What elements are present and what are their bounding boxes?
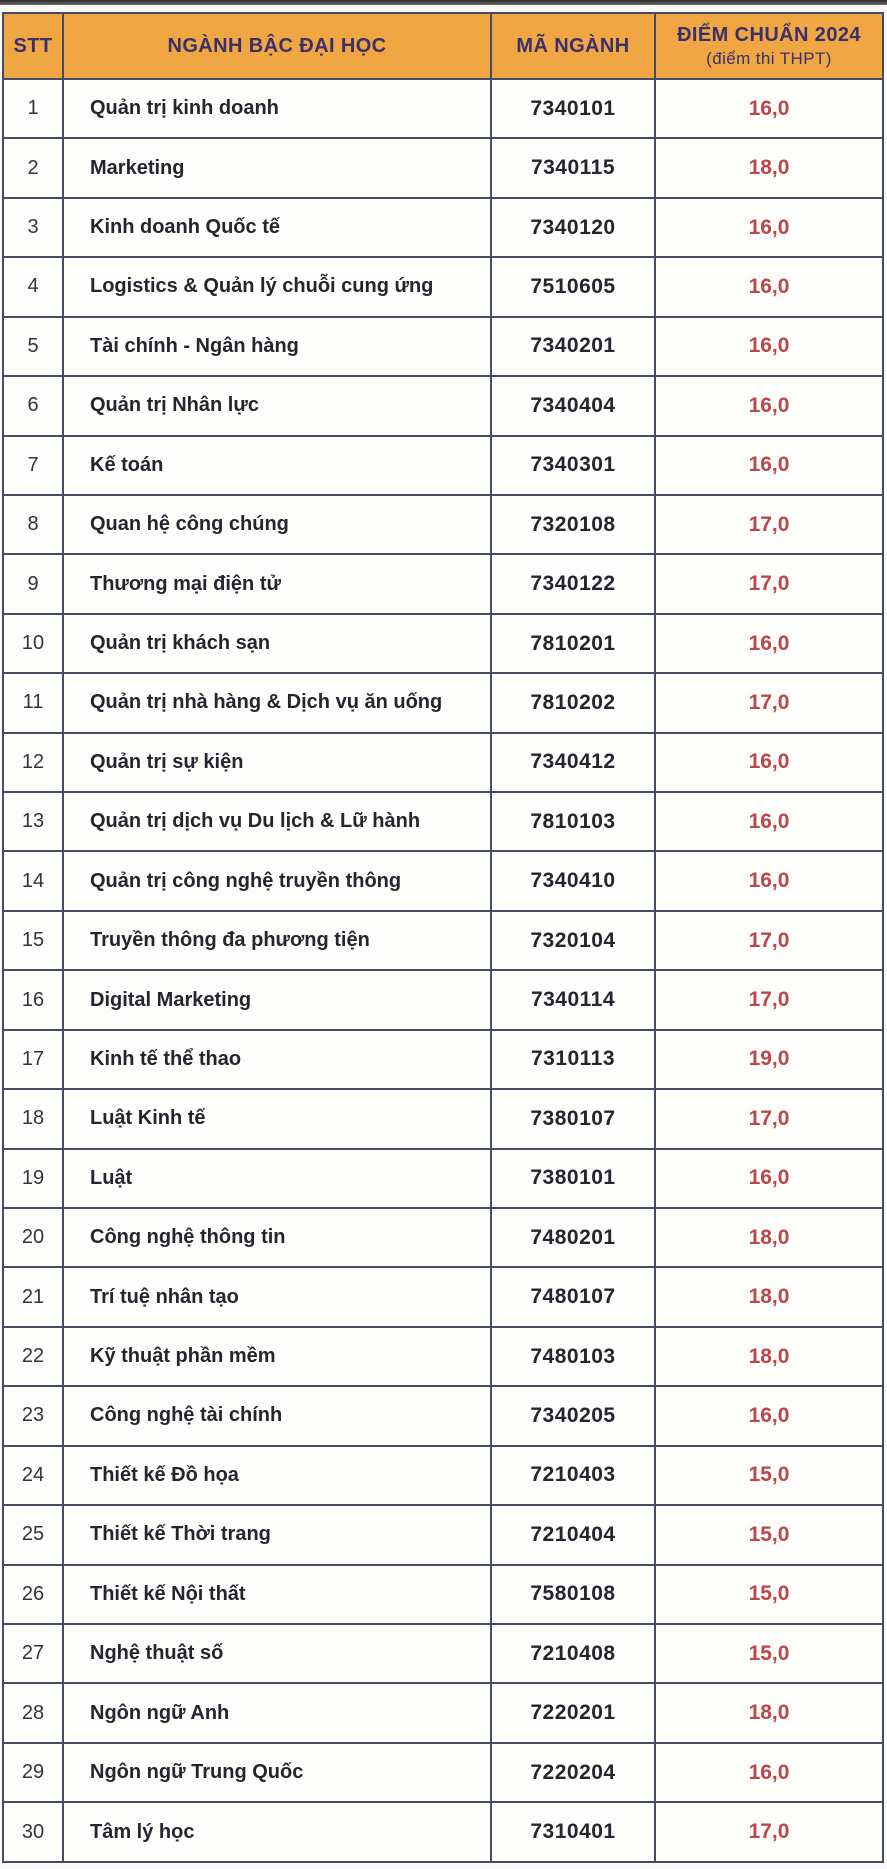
row-score: 16,0 xyxy=(655,792,883,851)
row-score: 19,0 xyxy=(655,1030,883,1089)
row-stt: 27 xyxy=(3,1624,63,1683)
row-stt: 30 xyxy=(3,1802,63,1862)
row-stt: 8 xyxy=(3,495,63,554)
header-major-name: NGÀNH BẬC ĐẠI HỌC xyxy=(63,13,491,79)
row-score: 18,0 xyxy=(655,1327,883,1386)
table-row xyxy=(3,554,883,613)
header-row xyxy=(3,13,883,79)
row-major-code: 7220204 xyxy=(491,1743,655,1802)
row-major-code: 7380107 xyxy=(491,1089,655,1148)
row-major-code: 7220201 xyxy=(491,1683,655,1742)
table-row xyxy=(3,851,883,910)
table-row xyxy=(3,1386,883,1445)
row-score: 16,0 xyxy=(655,317,883,376)
row-stt: 13 xyxy=(3,792,63,851)
row-major-name: Ngôn ngữ Anh xyxy=(63,1683,491,1742)
row-stt: 11 xyxy=(3,673,63,732)
row-major-code: 7340115 xyxy=(491,138,655,197)
row-stt: 21 xyxy=(3,1267,63,1326)
row-score: 16,0 xyxy=(655,376,883,435)
row-major-code: 7340205 xyxy=(491,1386,655,1445)
row-major-code: 7480201 xyxy=(491,1208,655,1267)
row-stt: 14 xyxy=(3,851,63,910)
row-stt: 19 xyxy=(3,1149,63,1208)
row-stt: 16 xyxy=(3,970,63,1029)
row-score: 15,0 xyxy=(655,1446,883,1505)
row-major-name: Tài chính - Ngân hàng xyxy=(63,317,491,376)
row-stt: 29 xyxy=(3,1743,63,1802)
row-major-code: 7480107 xyxy=(491,1267,655,1326)
row-major-name: Kinh doanh Quốc tế xyxy=(63,198,491,257)
row-major-name: Quan hệ công chúng xyxy=(63,495,491,554)
table-row xyxy=(3,79,883,138)
row-stt: 3 xyxy=(3,198,63,257)
row-major-name: Quản trị nhà hàng & Dịch vụ ăn uống xyxy=(63,673,491,732)
table-row xyxy=(3,436,883,495)
row-major-name: Luật Kinh tế xyxy=(63,1089,491,1148)
row-score: 15,0 xyxy=(655,1505,883,1564)
row-major-name: Thiết kế Đồ họa xyxy=(63,1446,491,1505)
row-score: 16,0 xyxy=(655,1149,883,1208)
row-major-code: 7340120 xyxy=(491,198,655,257)
table-row xyxy=(3,317,883,376)
row-major-name: Công nghệ thông tin xyxy=(63,1208,491,1267)
table-row xyxy=(3,138,883,197)
row-score: 17,0 xyxy=(655,495,883,554)
row-stt: 1 xyxy=(3,79,63,138)
row-stt: 12 xyxy=(3,733,63,792)
table-body xyxy=(3,79,883,1862)
row-major-name: Quản trị sự kiện xyxy=(63,733,491,792)
row-stt: 7 xyxy=(3,436,63,495)
row-score: 16,0 xyxy=(655,614,883,673)
header-stt: STT xyxy=(3,13,63,79)
header-score-title: ĐIỂM CHUẨN 2024 xyxy=(677,23,861,46)
row-major-code: 7510605 xyxy=(491,257,655,316)
row-score: 16,0 xyxy=(655,1386,883,1445)
row-score: 15,0 xyxy=(655,1565,883,1624)
row-score: 17,0 xyxy=(655,554,883,613)
row-stt: 28 xyxy=(3,1683,63,1742)
row-stt: 22 xyxy=(3,1327,63,1386)
row-score: 18,0 xyxy=(655,1267,883,1326)
table-row xyxy=(3,1802,883,1862)
row-score: 18,0 xyxy=(655,1683,883,1742)
table-row xyxy=(3,1208,883,1267)
row-major-name: Quản trị kinh doanh xyxy=(63,79,491,138)
row-major-name: Digital Marketing xyxy=(63,970,491,1029)
row-score: 17,0 xyxy=(655,1089,883,1148)
row-major-name: Marketing xyxy=(63,138,491,197)
row-major-name: Quản trị khách sạn xyxy=(63,614,491,673)
row-major-name: Trí tuệ nhân tạo xyxy=(63,1267,491,1326)
table-row xyxy=(3,1327,883,1386)
row-major-code: 7340101 xyxy=(491,79,655,138)
table-row xyxy=(3,1446,883,1505)
row-major-code: 7320104 xyxy=(491,911,655,970)
row-score: 16,0 xyxy=(655,198,883,257)
row-score: 17,0 xyxy=(655,673,883,732)
row-major-code: 7580108 xyxy=(491,1565,655,1624)
row-major-code: 7340122 xyxy=(491,554,655,613)
row-major-name: Thiết kế Nội thất xyxy=(63,1565,491,1624)
row-major-code: 7340201 xyxy=(491,317,655,376)
row-major-name: Logistics & Quản lý chuỗi cung ứng xyxy=(63,257,491,316)
table-row xyxy=(3,1030,883,1089)
row-major-name: Nghệ thuật số xyxy=(63,1624,491,1683)
table-row xyxy=(3,1505,883,1564)
row-score: 16,0 xyxy=(655,79,883,138)
table-row xyxy=(3,792,883,851)
row-major-code: 7810103 xyxy=(491,792,655,851)
table-header xyxy=(3,13,883,79)
table-row xyxy=(3,673,883,732)
row-major-code: 7210404 xyxy=(491,1505,655,1564)
table-row xyxy=(3,1743,883,1802)
row-major-name: Kế toán xyxy=(63,436,491,495)
row-score: 18,0 xyxy=(655,1208,883,1267)
row-stt: 18 xyxy=(3,1089,63,1148)
table-row xyxy=(3,1149,883,1208)
row-major-code: 7810201 xyxy=(491,614,655,673)
table-row xyxy=(3,733,883,792)
row-major-name: Luật xyxy=(63,1149,491,1208)
row-stt: 9 xyxy=(3,554,63,613)
row-stt: 25 xyxy=(3,1505,63,1564)
row-major-name: Quản trị dịch vụ Du lịch & Lữ hành xyxy=(63,792,491,851)
row-major-code: 7340301 xyxy=(491,436,655,495)
row-major-code: 7320108 xyxy=(491,495,655,554)
row-score: 16,0 xyxy=(655,1743,883,1802)
top-dark-bar xyxy=(0,0,887,5)
row-stt: 17 xyxy=(3,1030,63,1089)
row-major-code: 7480103 xyxy=(491,1327,655,1386)
row-stt: 4 xyxy=(3,257,63,316)
row-major-code: 7340114 xyxy=(491,970,655,1029)
row-score: 16,0 xyxy=(655,257,883,316)
row-score: 15,0 xyxy=(655,1624,883,1683)
row-major-name: Quản trị công nghệ truyền thông xyxy=(63,851,491,910)
table-row xyxy=(3,257,883,316)
row-major-name: Thương mại điện tử xyxy=(63,554,491,613)
row-major-code: 7210403 xyxy=(491,1446,655,1505)
row-stt: 10 xyxy=(3,614,63,673)
table-row xyxy=(3,495,883,554)
row-major-code: 7340404 xyxy=(491,376,655,435)
row-stt: 20 xyxy=(3,1208,63,1267)
table-row xyxy=(3,1624,883,1683)
row-score: 18,0 xyxy=(655,138,883,197)
row-score: 16,0 xyxy=(655,733,883,792)
row-major-code: 7810202 xyxy=(491,673,655,732)
table-row xyxy=(3,1089,883,1148)
table-row xyxy=(3,198,883,257)
row-major-name: Kỹ thuật phần mềm xyxy=(63,1327,491,1386)
row-major-name: Kinh tế thể thao xyxy=(63,1030,491,1089)
header-major-code: MÃ NGÀNH xyxy=(491,13,655,79)
row-major-name: Ngôn ngữ Trung Quốc xyxy=(63,1743,491,1802)
row-major-name: Công nghệ tài chính xyxy=(63,1386,491,1445)
row-major-code: 7310401 xyxy=(491,1802,655,1862)
row-score: 16,0 xyxy=(655,851,883,910)
row-major-code: 7340410 xyxy=(491,851,655,910)
table-row xyxy=(3,1267,883,1326)
header-score xyxy=(655,13,883,79)
row-major-code: 7310113 xyxy=(491,1030,655,1089)
admission-scores-table xyxy=(2,12,884,1863)
row-score: 16,0 xyxy=(655,436,883,495)
table-row xyxy=(3,970,883,1029)
header-score-subtitle: (điểm thi THPT) xyxy=(706,48,832,68)
row-stt: 15 xyxy=(3,911,63,970)
row-major-name: Thiết kế Thời trang xyxy=(63,1505,491,1564)
row-major-code: 7210408 xyxy=(491,1624,655,1683)
row-stt: 2 xyxy=(3,138,63,197)
row-score: 17,0 xyxy=(655,970,883,1029)
row-stt: 23 xyxy=(3,1386,63,1445)
row-major-name: Truyền thông đa phương tiện xyxy=(63,911,491,970)
table-row xyxy=(3,376,883,435)
row-stt: 6 xyxy=(3,376,63,435)
row-score: 17,0 xyxy=(655,1802,883,1862)
row-major-name: Tâm lý học xyxy=(63,1802,491,1862)
table-row xyxy=(3,1565,883,1624)
row-stt: 5 xyxy=(3,317,63,376)
row-stt: 24 xyxy=(3,1446,63,1505)
row-major-code: 7380101 xyxy=(491,1149,655,1208)
row-major-code: 7340412 xyxy=(491,733,655,792)
row-score: 17,0 xyxy=(655,911,883,970)
table-row xyxy=(3,911,883,970)
row-stt: 26 xyxy=(3,1565,63,1624)
table-row xyxy=(3,1683,883,1742)
row-major-name: Quản trị Nhân lực xyxy=(63,376,491,435)
table-row xyxy=(3,614,883,673)
